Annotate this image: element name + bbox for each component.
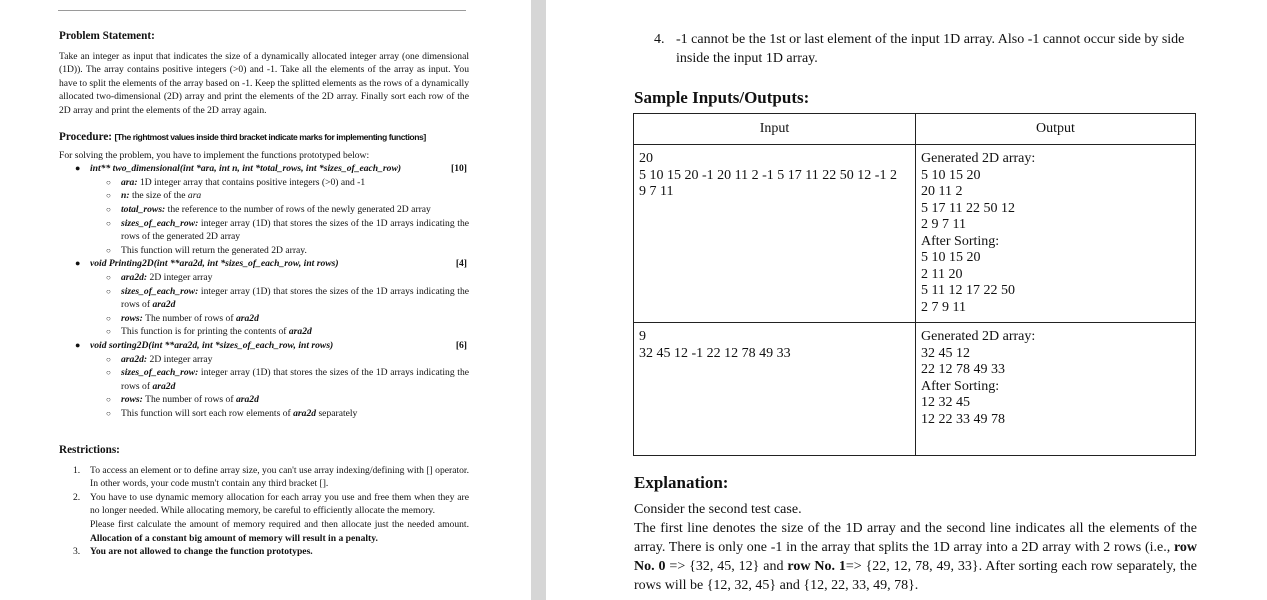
param-after: separately (318, 407, 358, 419)
circle-bullet-icon: ○ (106, 395, 111, 405)
cell-line: Generated 2D array: (921, 329, 1036, 344)
row1-label: row No. 1 (787, 559, 846, 574)
cell-line: 2 11 20 (921, 266, 963, 282)
param-tail: ara2d (152, 380, 176, 392)
function-two-dimensional (59, 162, 469, 176)
output-cell (916, 323, 1196, 456)
procedure-section (59, 131, 469, 420)
problem-title: Problem Statement: (59, 30, 155, 42)
param-tail: ara2d (152, 299, 176, 311)
param-name: sizes_of_each_row: (121, 285, 199, 297)
cell-line: 5 17 11 22 50 12 (921, 200, 1015, 216)
explanation-title: Explanation: (634, 473, 729, 492)
page-gutter (531, 0, 546, 600)
restriction-continuation (59, 518, 469, 545)
bullet-icon: ● (75, 258, 81, 269)
restrictions-title: Restrictions: (59, 444, 120, 456)
circle-bullet-icon: ○ (106, 327, 111, 337)
param-item (59, 176, 469, 190)
samples-title: Sample Inputs/Outputs: (634, 88, 810, 107)
param-name: n: (121, 190, 130, 202)
output-header: Output (916, 114, 1196, 145)
function-signature: void sorting2D(int **ara2d, int *sizes_of_each_row, int rows) (90, 339, 334, 351)
param-desc: This function will sort each row elements of (121, 407, 291, 419)
function-signature: void Printing2D(int **ara2d, int *sizes_of_each_row, int rows) (90, 258, 339, 270)
param-tail: ara (187, 190, 202, 202)
explanation-p2 (634, 519, 1197, 595)
explanation-text: The first line denotes the size of the 1D array and the second line indicates all the elements of the array. There is only one -1 in the array that splits the 1D array into a 2D array with 2 rows (i.e., (634, 521, 1197, 555)
param-desc: This function will return the generated 2D array. (121, 244, 307, 256)
function-marks: [10] (451, 163, 467, 175)
param-item (59, 325, 469, 339)
cell-line: 20 11 2 (921, 184, 963, 199)
cell-line: 2 7 9 11 (921, 299, 966, 315)
param-desc: 1D integer array that contains positive integers (>0) and -1 (139, 176, 366, 188)
top-divider (58, 10, 466, 11)
param-item (59, 407, 469, 421)
row1-value: => {22, 12, 78, 49, 33}. After sorting each row separately, the rows will be {12, 32, 45} and {12, 22, 33, 49, 78}. (634, 559, 1198, 593)
cell-line: 12 32 45 (921, 395, 970, 410)
param-tail: ara2d (235, 394, 259, 406)
param-desc: integer array (1D) that stores the sizes of the 1D arrays indicating the rows of the generated 2D array (121, 217, 469, 243)
item4-number: 4. (654, 32, 665, 47)
circle-bullet-icon: ○ (106, 286, 111, 296)
and-word: and (763, 559, 784, 574)
restriction-item: 2. You have to use dynamic memory allocation for each array you use and free them when they are no longer needed. While allocating memory, be careful to efficiently allocate the memory. (73, 491, 469, 517)
param-desc: the size of the (131, 190, 186, 202)
param-desc: 2D integer array (149, 271, 213, 283)
param-desc: integer array (1D) that stores the sizes of the 1D arrays indicating the rows of (121, 367, 469, 392)
problem-section (59, 30, 469, 118)
param-item (59, 244, 469, 258)
cell-line: 9 7 11 (639, 184, 674, 199)
circle-bullet-icon: ○ (106, 368, 111, 378)
cell-line: 20 (639, 151, 653, 166)
param-item (59, 366, 469, 393)
function-marks: [6] (455, 339, 467, 351)
restriction-text: To access an element or to define array size, you can't use array indexing/defining with [] operator. In other words, your code mustn't contain any third bracket []. (90, 464, 469, 490)
sample-io-table (633, 113, 1196, 456)
procedure-title: Procedure: (59, 131, 113, 143)
cell-line: 9 (639, 329, 646, 344)
explanation-body (634, 500, 1197, 595)
circle-bullet-icon: ○ (106, 313, 111, 323)
param-tail: ara2d (293, 407, 317, 419)
input-cell (634, 145, 916, 323)
param-name: sizes_of_each_row: (121, 367, 199, 379)
table-row (634, 145, 1196, 323)
cell-line: 12 22 33 49 78 (921, 411, 1005, 427)
circle-bullet-icon: ○ (106, 408, 111, 418)
param-tail: ara2d (288, 326, 312, 338)
output-cell (916, 145, 1196, 323)
param-name: total_rows: (121, 203, 166, 215)
param-item (59, 189, 469, 203)
cell-line: 5 11 12 17 22 50 (921, 283, 1015, 298)
param-item (59, 203, 469, 217)
circle-bullet-icon: ○ (106, 204, 111, 214)
param-desc: the reference to the number of rows of the newly generated 2D array (167, 203, 431, 215)
restriction-text: You are not allowed to change the function prototypes. (90, 546, 313, 558)
function-signature: int** two_dimensional(int *ara, int n, int *total_rows, int *sizes_of_each_row) (90, 163, 402, 175)
problem-text: Take an integer as input that indicates the size of a dynamically allocated integer array (one dimensional (1D)). The array contains positive integers (>0) and -1. Take all the elements of the array as input. You have to split the elements of the array based on -1. Keep the splitted elements as the rows of a dynamically allocated two-dimensional (2D) array and print the elements of the 2D array. Finally sort each row of the 2D array and print the elements of the 2D array again. (59, 50, 469, 116)
bullet-icon: ● (75, 163, 81, 174)
cell-line: 5 10 15 20 (921, 167, 981, 183)
row0-value: => {32, 45, 12} (669, 559, 760, 574)
function-printing2d (59, 257, 469, 271)
row0-label: row No. 0 (634, 540, 1198, 574)
left-page (0, 0, 531, 600)
param-desc: integer array (1D) that stores the sizes of the 1D arrays indicating the rows of (121, 285, 469, 311)
param-item (59, 312, 469, 326)
param-name: ara2d: (121, 353, 148, 365)
input-cell (634, 323, 916, 456)
function-sorting2d (59, 339, 469, 353)
circle-bullet-icon: ○ (106, 177, 111, 187)
procedure-intro: For solving the problem, you have to implement the functions prototyped below: (59, 149, 370, 161)
restriction-penalty: Allocation of a constant big amount of memory will result in a penalty. (90, 532, 378, 544)
param-item (59, 353, 469, 367)
cell-line: 5 10 15 20 (921, 250, 981, 265)
function-marks: [4] (455, 258, 467, 270)
cell-line: 22 12 78 49 33 (921, 362, 1005, 377)
cell-line: 2 9 7 11 (921, 217, 966, 232)
circle-bullet-icon: ○ (106, 245, 111, 255)
param-desc: This function is for printing the contents of (121, 326, 287, 338)
restrictions-section (59, 444, 469, 559)
param-desc: 2D integer array (149, 353, 213, 365)
restriction-text: You have to use dynamic memory allocation for each array you use and free them when they are no longer needed. While allocating memory, be careful to efficiently allocate the memory. (90, 491, 469, 517)
restriction-text: Please first calculate the amount of memory required and then allocate just the needed amount. (90, 518, 469, 530)
param-name: ara2d: (121, 271, 148, 283)
cell-line: 32 45 12 -1 22 12 78 49 33 (639, 345, 791, 361)
param-name: ara: (121, 176, 138, 188)
param-desc: The number of rows of (145, 394, 234, 406)
circle-bullet-icon: ○ (106, 354, 111, 364)
cell-line: 5 10 15 20 -1 20 11 2 -1 5 17 11 22 50 12 -1 2 (639, 167, 897, 183)
explanation-p1: Consider the second test case. (634, 502, 802, 517)
restriction-item: 1. To access an element or to define array size, you can't use array indexing/defining with [] operator. In other words, your code mustn't contain any third bracket []. (73, 464, 469, 490)
cell-line: 32 45 12 (921, 345, 970, 361)
table-row (634, 323, 1196, 456)
circle-bullet-icon: ○ (106, 218, 111, 228)
restriction-item: 3. You are not allowed to change the function prototypes. (73, 546, 313, 558)
param-item (59, 393, 469, 407)
input-header: Input (634, 114, 916, 145)
param-name: rows: (121, 312, 143, 324)
cell-line: Generated 2D array: (921, 151, 1036, 166)
param-item (59, 271, 469, 285)
circle-bullet-icon: ○ (106, 191, 111, 201)
param-name: sizes_of_each_row: (121, 217, 199, 229)
item4-text: -1 cannot be the 1st or last element of the input 1D array. Also -1 cannot occur side by side inside the input 1D array. (676, 32, 1185, 66)
right-page (546, 0, 1267, 600)
bullet-icon: ● (75, 339, 81, 350)
cell-line: After Sorting: (921, 378, 1000, 394)
circle-bullet-icon: ○ (106, 272, 111, 282)
procedure-note: [The rightmost values inside third bracket indicate marks for implementing functions] (114, 132, 426, 142)
procedure-heading (59, 131, 469, 145)
param-item (59, 217, 469, 244)
param-desc: The number of rows of (145, 312, 234, 324)
param-name: rows: (121, 394, 143, 406)
cell-line: After Sorting: (921, 233, 1000, 249)
param-item (59, 285, 469, 312)
param-tail: ara2d (235, 312, 259, 324)
